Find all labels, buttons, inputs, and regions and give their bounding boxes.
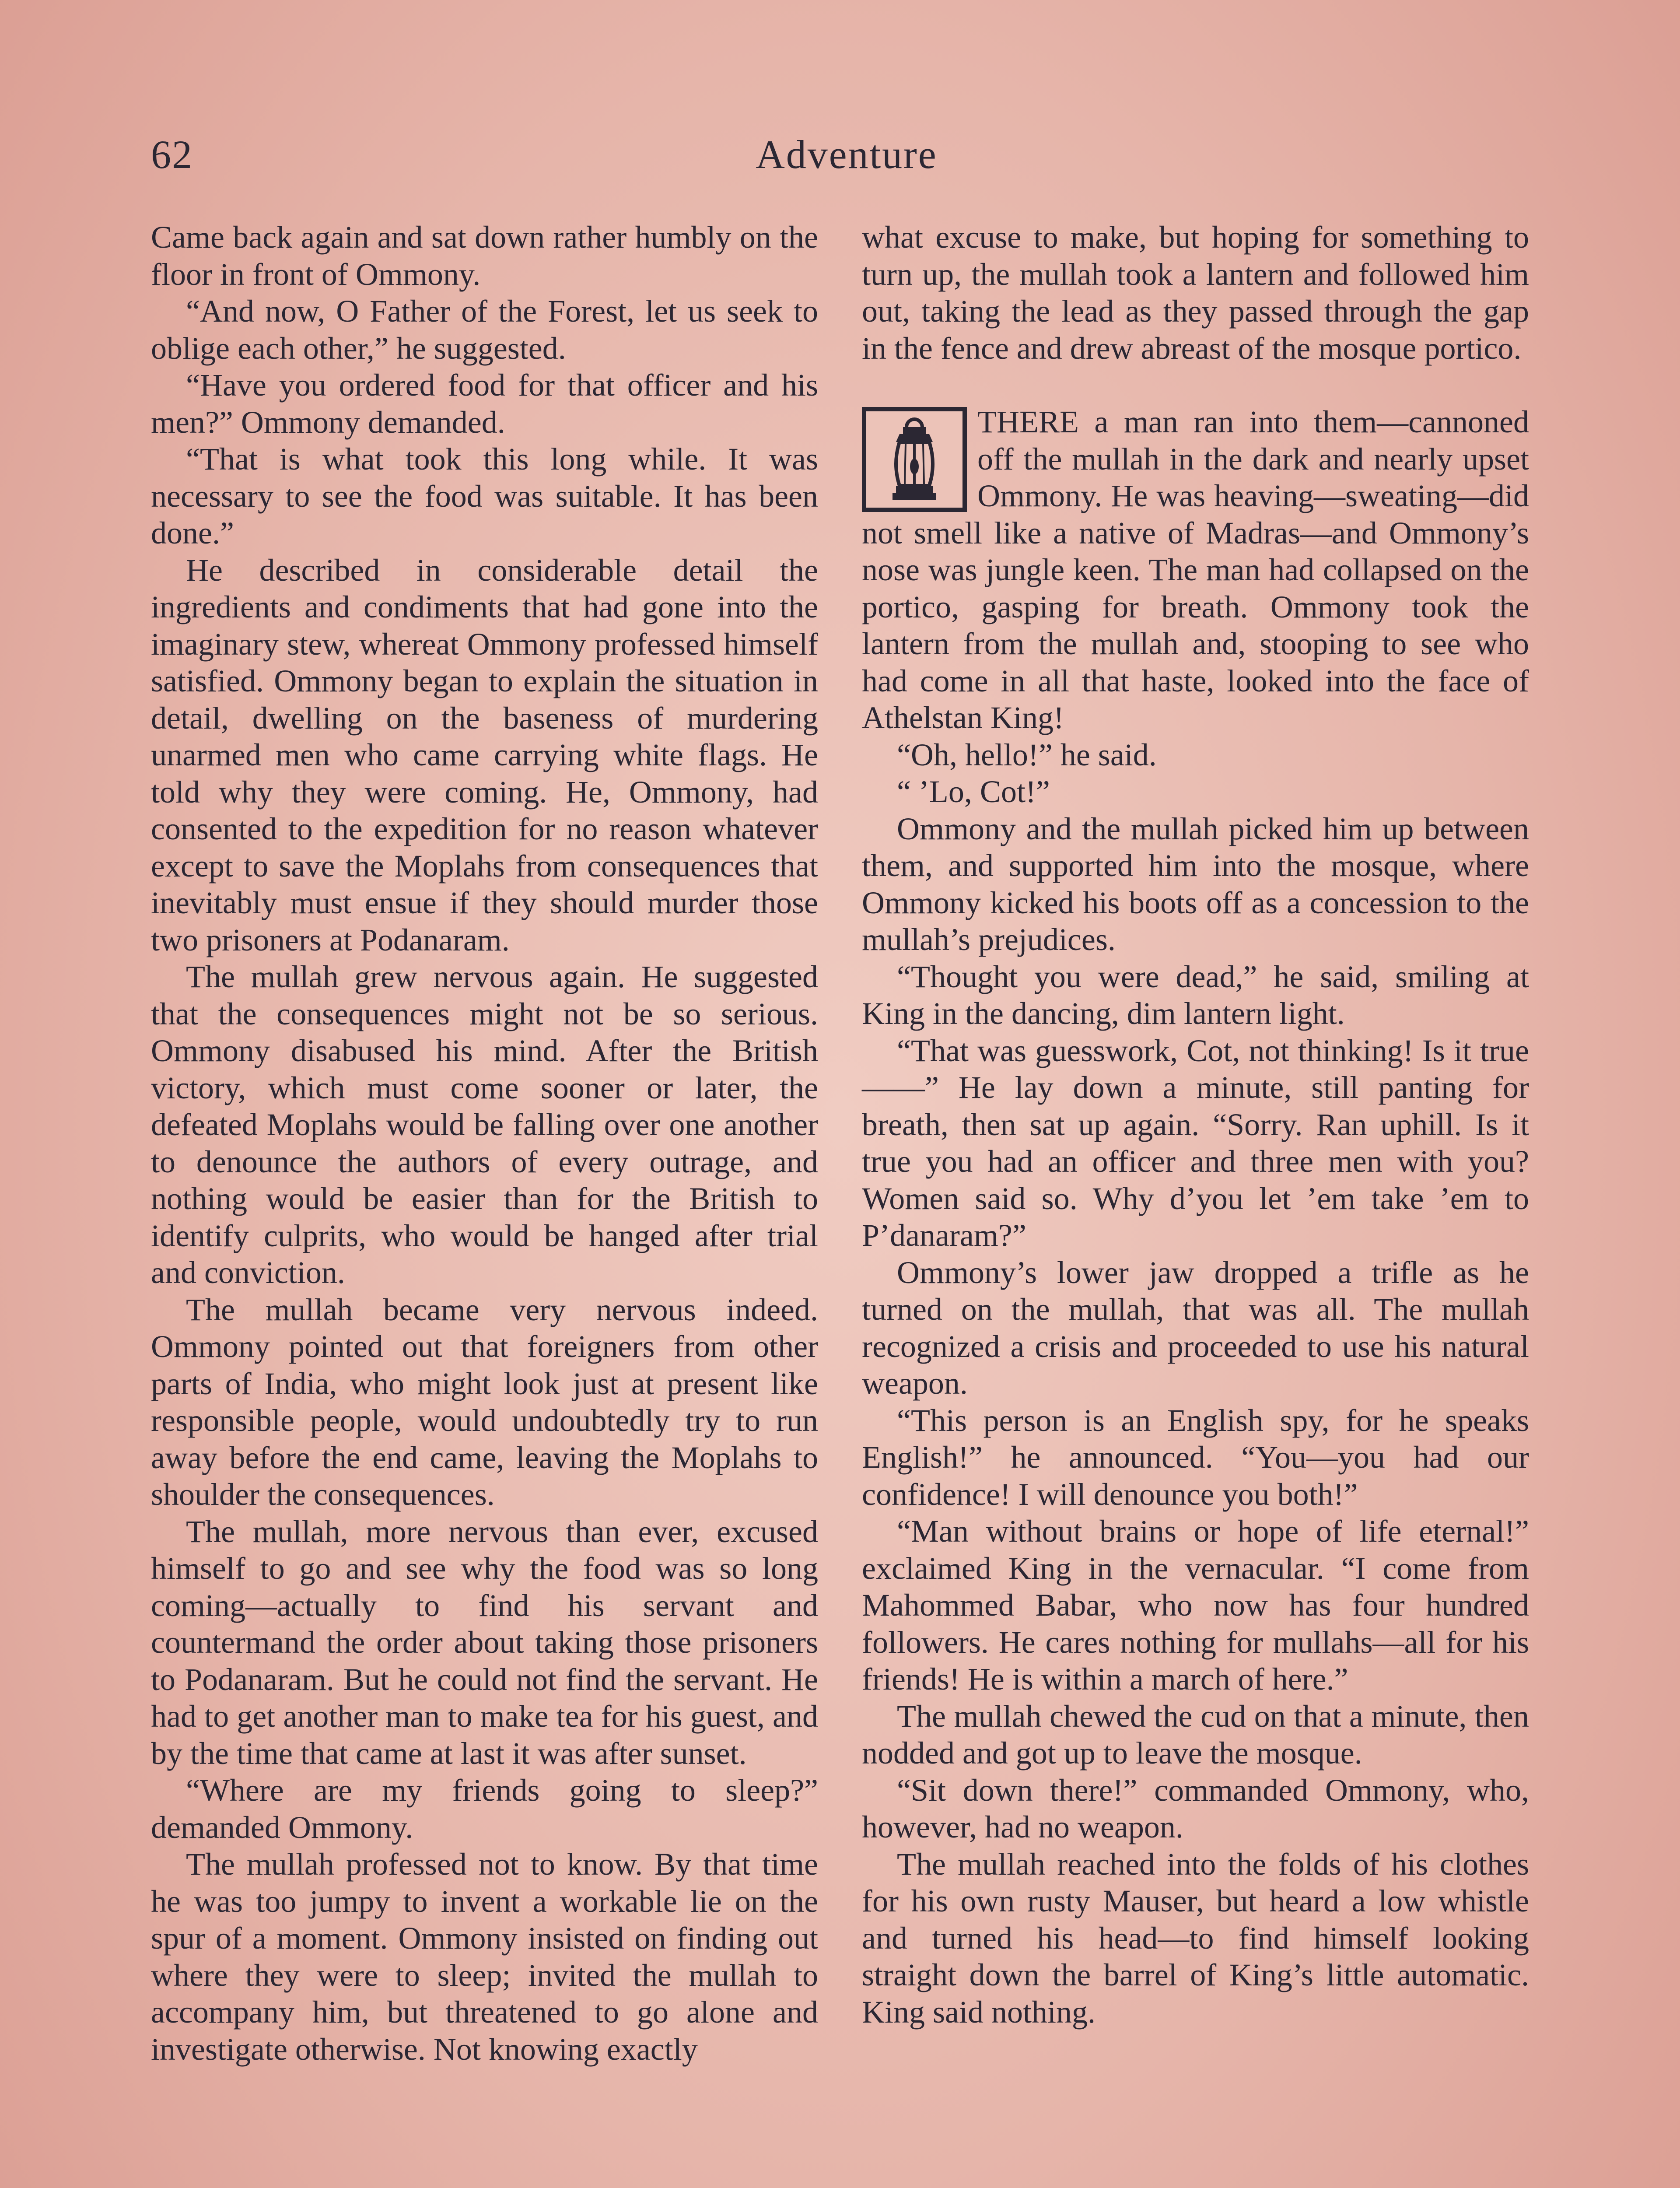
left-column bbox=[151, 219, 818, 2068]
page-number: 62 bbox=[151, 132, 193, 177]
paragraph: what excuse to make, but hoping for something to turn up, the mullah took a lantern and followed him out, taking the lead as they passed through the gap in the fence and drew abreast of the mosque portico. bbox=[862, 220, 1529, 366]
paragraph: The mullah reached into the folds of his clothes for his own rusty Mauser, but heard a low whistle and turned his head—to find himself looking straight down the barrel of King’s little automatic. King said nothing. bbox=[862, 1846, 1529, 2030]
paragraph: “ ’Lo, Cot!” bbox=[897, 774, 1050, 809]
paragraph: “And now, O Father of the Forest, let us seek to oblige each other,” he suggested. bbox=[151, 294, 818, 366]
paragraph-text: THERE a man ran into them—cannoned off the mullah in the dark and nearly upset Ommony. He was heaving—sweating—did not smell like a native of Madras—and Ommony’s nose was jungle keen. The man had collapsed on the portico, gasping for breath. Ommony took the lantern from the mullah and, stooping to see who had come in all that haste, looked into the face of Athelstan King! bbox=[862, 404, 1529, 735]
paragraph: The mullah became very nervous indeed. Ommony pointed out that foreigners from other parts of India, who might look just at present like responsible people, would undoubtedly try to run away before the end came, leaving the Moplahs to shoulder the consequences. bbox=[151, 1292, 818, 1512]
paragraph: “This person is an English spy, for he speaks English!” he announced. “You—you had our confidence! I will denounce you both!” bbox=[862, 1403, 1529, 1512]
paragraph: He described in considerable detail the ingredients and condiments that had gone into the imaginary stew, whereat Ommony professed himself satisfied. Ommony began to explain the situation in detail, dwelling on the baseness of murdering unarmed men who came carrying white flags. He told why they were coming. He, Ommony, had consented to the expedition for no reason whatever except to save the Moplahs from consequences that inevitably must ensue if they should murder those two prisoners at Podanaram. bbox=[151, 552, 818, 957]
paragraph: “Oh, hello!” he said. bbox=[897, 737, 1157, 772]
paragraph: The mullah, more nervous than ever, excused himself to go and see why the food was so long coming—actually to find his servant and countermand the order about taking those prisoners to Podanaram. But he could not find the servant. He had to get another man to make tea for his guest, and by the time that came at last it was after sunset. bbox=[151, 1514, 818, 1771]
paragraph: Came back again and sat down rather humbly on the floor in front of Ommony. bbox=[151, 220, 818, 292]
running-title: Adventure bbox=[756, 132, 938, 177]
paragraph: “Sit down there!” commanded Ommony, who, however, had no weapon. bbox=[862, 1772, 1529, 1844]
paragraph: Ommony and the mullah picked him up between them, and supported him into the mosque, where Ommony kicked his boots off as a concession to the mullah’s prejudices. bbox=[862, 811, 1529, 957]
paragraph: The mullah professed not to know. By that time he was too jumpy to invent a workable lie on the spur of a moment. Ommony insisted on finding out where they were to sleep; invited the mullah to accompany him, but threatened to go alone and investigate otherwise. Not knowing exactly bbox=[151, 1847, 818, 2067]
page-header bbox=[151, 123, 1542, 184]
right-column bbox=[862, 219, 1529, 2030]
paragraph: “Have you ordered food for that officer and his men?” Ommony demanded. bbox=[151, 368, 818, 440]
section-opening-paragraph bbox=[862, 403, 1529, 736]
paragraph: “That was guesswork, Cot, not thinking! Is it true——” He lay down a minute, still panting for breath, then sat up again. “Sorry. Ran uphill. Is it true you had an officer and three men with you? Women said so. Why d’you let ’em take ’em to P’danaram?” bbox=[862, 1033, 1529, 1253]
paragraph: “That is what took this long while. It was necessary to see the food was suitable. It has been done.” bbox=[151, 442, 818, 551]
paragraph: Ommony’s lower jaw dropped a trifle as he turned on the mullah, that was all. The mullah recognized a crisis and proceeded to use his natural weapon. bbox=[862, 1255, 1529, 1401]
paragraph: “Man without brains or hope of life eternal!” exclaimed King in the vernacular. “I come from Mahommed Babar, who now has four hundred followers. He cares nothing for mullahs—all for his friends! He is within a march of here.” bbox=[862, 1514, 1529, 1697]
paragraph: The mullah chewed the cud on that a minute, then nodded and got up to leave the mosque. bbox=[862, 1698, 1529, 1771]
paragraph: “Thought you were dead,” he said, smiling at King in the dancing, dim lantern light. bbox=[862, 959, 1529, 1031]
paragraph: The mullah grew nervous again. He suggested that the consequences might not be so serious. Ommony disabused his mind. After the British victory, which must come sooner or later, the defeated Moplahs would be falling over one another to denounce the authors of every outrage, and nothing would be easier than for the British to identify culprits, who would be hanged after trial and conviction. bbox=[151, 959, 818, 1290]
lantern-icon bbox=[862, 407, 967, 512]
paragraph: “Where are my friends going to sleep?” demanded Ommony. bbox=[151, 1773, 818, 1845]
